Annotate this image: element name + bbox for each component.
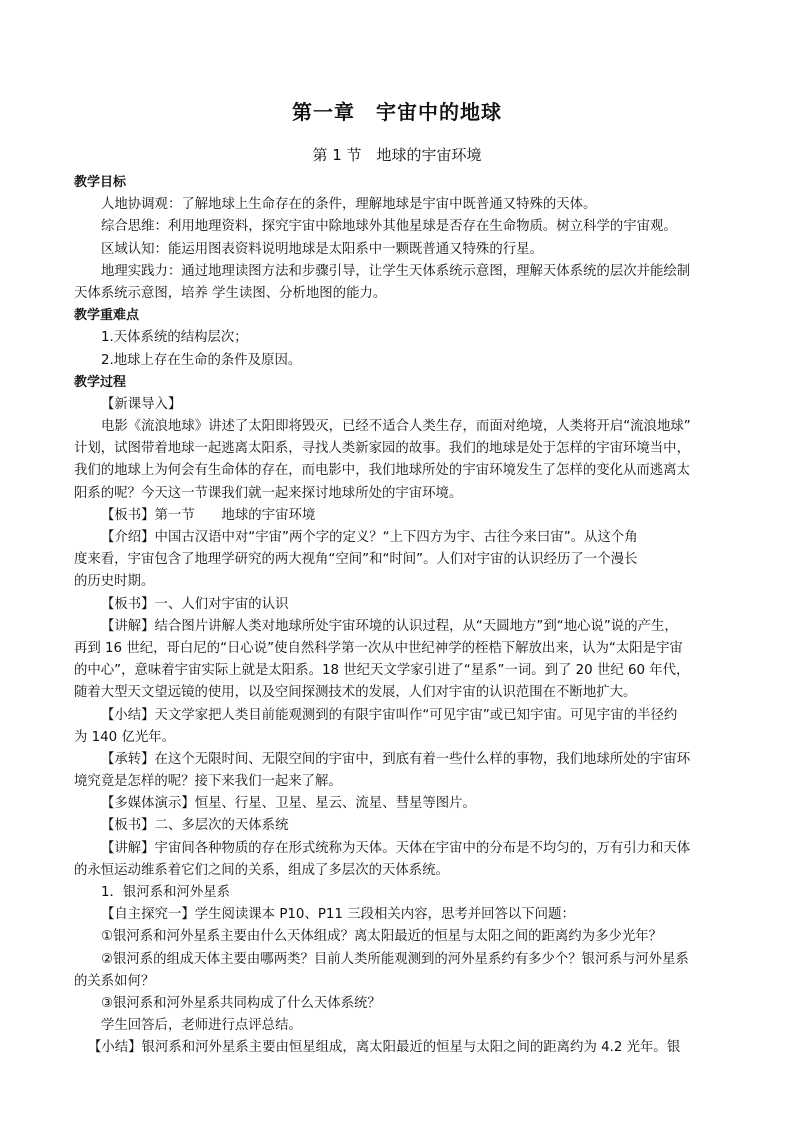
text-line: 【讲解】宇宙间各种物质的存在形式统称为天体。天体在宇宙中的分布是不均匀的，万有引力和天体 bbox=[101, 840, 691, 856]
section-heading: 教学目标 bbox=[74, 175, 127, 190]
text-line: 的中心”，意味着宇宙实际上就是太阳系。18 世纪天文学家引进了“星系”一词。到了 20 世纪 60 年代， bbox=[74, 663, 690, 679]
text-line: 随着大型天文望远镜的使用，以及空间探测技术的发展，人们对宇宙的认识范围在不断地扩大。 bbox=[74, 685, 637, 701]
section-heading: 教学过程 bbox=[74, 374, 127, 390]
text-line: 【新课导入】 bbox=[101, 396, 182, 412]
chapter-title: 第一章 宇宙中的地球 bbox=[292, 100, 502, 124]
section-title: 第 1 节 地球的宇宙环境 bbox=[312, 146, 482, 164]
text-line: 【自主探究一】学生阅读课本 P10、P11 三段相关内容，思考并回答以下问题： bbox=[101, 907, 575, 923]
text-line: ①银河系和河外星系主要由什么天体组成？离太阳最近的恒星与太阳之间的距离约为多少光年？ bbox=[101, 929, 663, 945]
text-line: 再到 16 世纪，哥白尼的“日心说”使自然科学第一次从中世纪神学的桎梏下解放出来，认为“太阳是宇宙 bbox=[74, 640, 683, 656]
text-line: 为 140 亿光年。 bbox=[74, 729, 176, 745]
text-line: 的关系如何？ bbox=[74, 973, 155, 989]
text-line: 区域认知：能运用图表资料说明地球是太阳系中一颗既普通又特殊的行星。 bbox=[101, 241, 543, 257]
text-line: 地理实践力：通过地理读图方法和步骤引导，让学生天体系统示意图，理解天体系统的层次并能绘制 bbox=[101, 263, 691, 279]
text-line: 境究竟是怎样的呢？接下来我们一起来了解。 bbox=[74, 774, 342, 790]
text-line: 【小结】银河系和河外星系主要由恒星组成，离太阳最近的恒星与太阳之间的距离约为 4.2 光年。银 bbox=[88, 1040, 681, 1056]
text-line: 1.天体系统的结构层次； bbox=[101, 330, 248, 346]
text-line: 学生回答后，老师进行点评总结。 bbox=[101, 1018, 302, 1034]
text-line: ③银河系和河外星系共同构成了什么天体系统？ bbox=[101, 995, 381, 1011]
text-line: 【板书】二、多层次的天体系统 bbox=[101, 818, 289, 834]
text-line: 【板书】一、人们对宇宙的认识 bbox=[101, 596, 289, 612]
document-body bbox=[74, 172, 722, 1060]
text-line: 的历史时期。 bbox=[74, 574, 155, 590]
text-line: 【小结】天文学家把人类目前能观测到的有限宇宙叫作“可见宇宙”或已知宇宙。可见宇宙的半径约 bbox=[101, 707, 678, 723]
text-line: 【介绍】中国古汉语中对“宇宙”两个字的定义？“上下四方为宇、古往今来曰宙”。从这个角 bbox=[101, 530, 638, 545]
text-line: 阳系的呢？今天这一节课我们就一起来探讨地球所处的宇宙环境。 bbox=[74, 485, 463, 501]
text-line: 的永恒运动维系着它们之间的关系，组成了多层次的天体系统。 bbox=[74, 862, 449, 878]
text-line: 电影《流浪地球》讲述了太阳即将毁灭，已经不适合人类生存，而面对绝境，人类将开启“流浪地球” bbox=[101, 419, 691, 435]
text-line: 【板书】第一节 地球的宇宙环境 bbox=[101, 507, 316, 523]
text-line: 2.地球上存在生命的条件及原因。 bbox=[101, 352, 302, 368]
section-heading: 教学重难点 bbox=[74, 308, 140, 324]
text-line: 【多媒体演示】恒星、行星、卫星、星云、流星、彗星等图片。 bbox=[101, 796, 476, 812]
text-line: 天体系统示意图，培养 学生读图、分析地图的能力。 bbox=[74, 285, 387, 301]
text-line: 综合思维：利用地理资料，探究宇宙中除地球外其他星球是否存在生命物质。树立科学的宇宙观。 bbox=[101, 219, 677, 235]
text-line: 度来看，宇宙包含了地理学研究的两大视角“空间”和“时间”。人们对宇宙的认识经历了一个漫长 bbox=[74, 552, 638, 568]
text-line: 【承转】在这个无限时间、无限空间的宇宙中，到底有着一些什么样的事物，我们地球所处的宇宙环 bbox=[101, 751, 691, 767]
text-line: 人地协调观：了解地球上生命存在的条件，理解地球是宇宙中既普通又特殊的天体。 bbox=[101, 197, 597, 213]
text-line: 1．银河系和河外星系 bbox=[101, 885, 231, 900]
text-line: 计划，试图带着地球一起逃离太阳系，寻找人类新家园的故事。我们的地球是处于怎样的宇宙环境当中， bbox=[74, 441, 690, 457]
text-line: 【讲解】结合图片讲解人类对地球所处宇宙环境的认识过程，从“天圆地方”到“地心说”说的产生， bbox=[101, 618, 678, 634]
text-line: 我们的地球上为何会有生命体的存在，而电影中，我们地球所处的宇宙环境发生了怎样的变化从而逃离太 bbox=[74, 463, 690, 479]
text-line: ②银河系的组成天体主要由哪两类？目前人类所能观测到的河外星系约有多少个？银河系与河外星系 bbox=[101, 951, 689, 967]
